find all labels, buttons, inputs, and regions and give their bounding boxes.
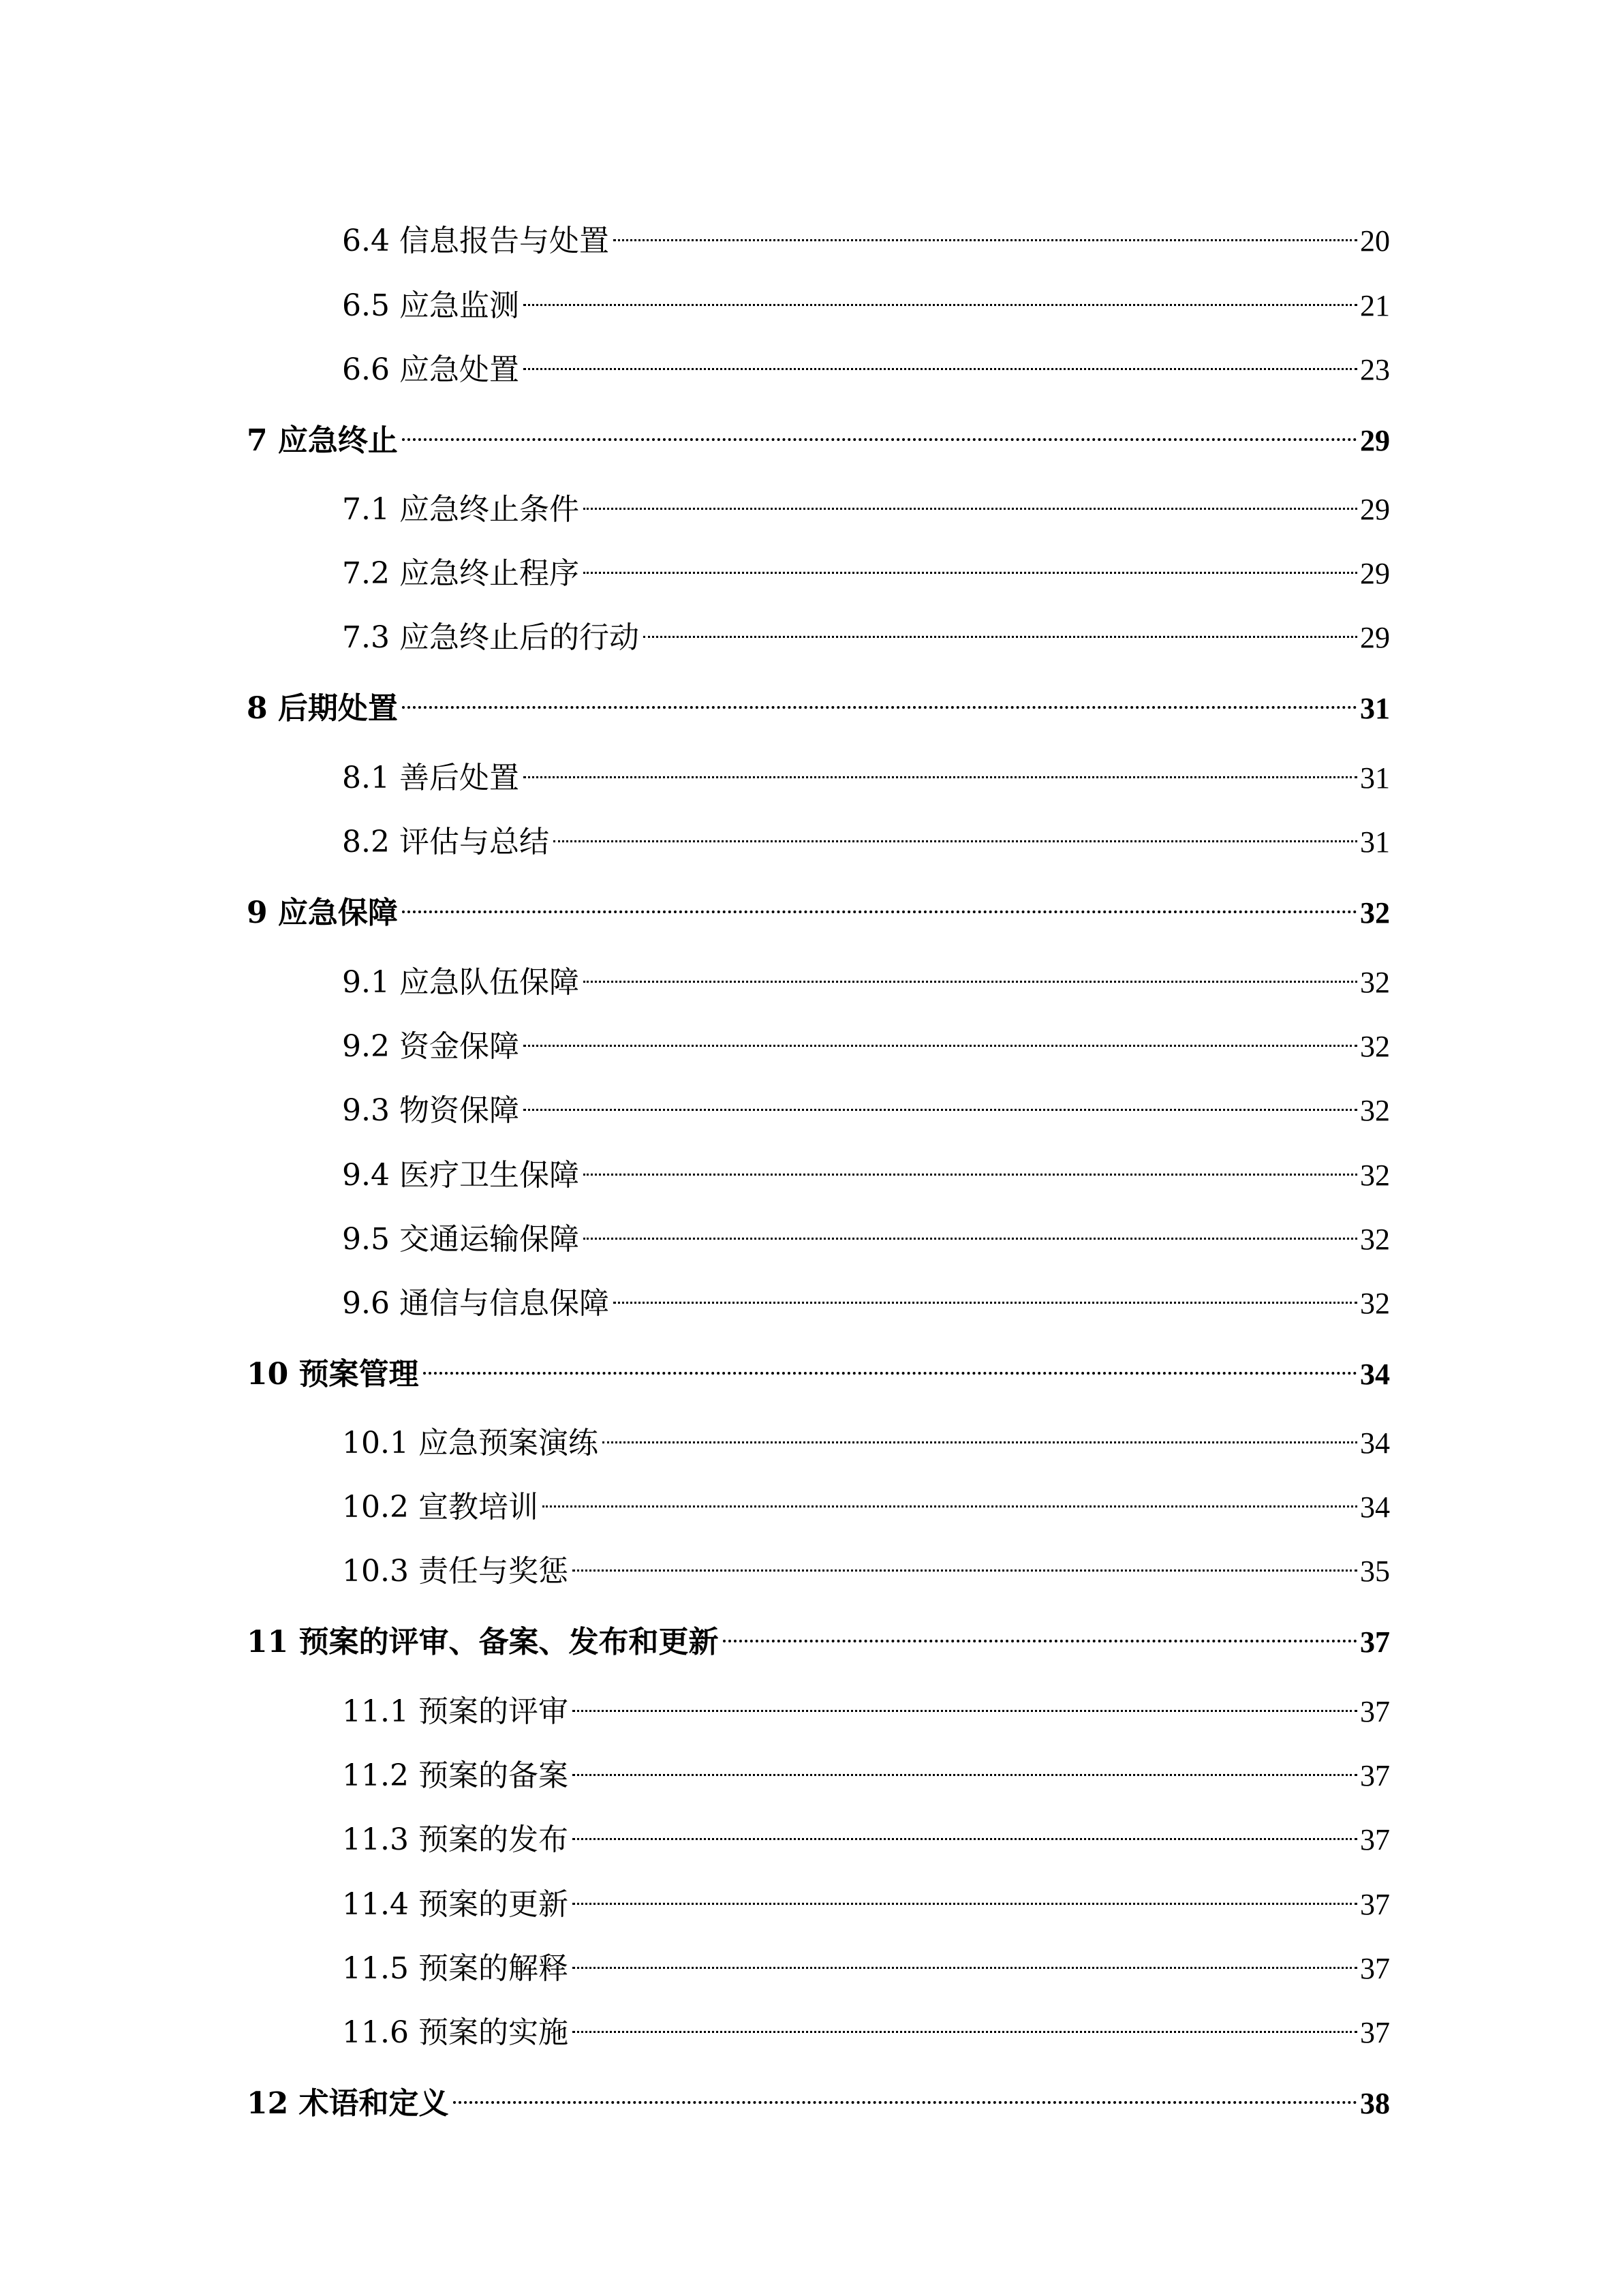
toc-entry-page: 32 bbox=[1360, 966, 1390, 999]
toc-entry-title: 9 应急保障 bbox=[247, 896, 398, 930]
toc-chapter-entry[interactable] bbox=[247, 2072, 1390, 2121]
toc-entry[interactable] bbox=[342, 1208, 1390, 1257]
toc-dot-leader bbox=[572, 1809, 1357, 1850]
toc-entry-page: 32 bbox=[1360, 896, 1390, 930]
toc-chapter-entry[interactable] bbox=[247, 677, 1390, 726]
toc-entry-title: 11 预案的评审、备案、发布和更新 bbox=[247, 1625, 719, 1659]
toc-dot-leader bbox=[523, 747, 1357, 788]
toc-entry-title: 12 术语和定义 bbox=[247, 2086, 449, 2121]
toc-entry-page: 34 bbox=[1360, 1358, 1390, 1391]
toc-entry-page: 29 bbox=[1360, 424, 1390, 457]
toc-dot-leader bbox=[402, 410, 1357, 450]
toc-dot-leader bbox=[583, 542, 1357, 583]
toc-entry-title: 7.3 应急终止后的行动 bbox=[342, 620, 639, 655]
toc-entry[interactable] bbox=[342, 1080, 1390, 1128]
toc-entry-page: 32 bbox=[1360, 1094, 1390, 1127]
toc-entry-title: 8 后期处置 bbox=[247, 691, 398, 726]
toc-entry-page: 34 bbox=[1360, 1426, 1390, 1460]
toc-dot-leader bbox=[583, 1208, 1357, 1249]
toc-dot-leader bbox=[523, 1015, 1357, 1056]
toc-entry-page: 37 bbox=[1360, 1695, 1390, 1728]
toc-dot-leader bbox=[542, 1476, 1357, 1517]
toc-dot-leader bbox=[572, 1681, 1357, 1721]
toc-dot-leader bbox=[583, 478, 1357, 519]
toc-entry[interactable] bbox=[342, 1938, 1390, 1986]
toc-entry[interactable] bbox=[342, 747, 1390, 795]
toc-entry-page: 29 bbox=[1360, 493, 1390, 526]
toc-entry[interactable] bbox=[342, 478, 1390, 527]
toc-dot-leader bbox=[583, 951, 1357, 992]
toc-entry-page: 38 bbox=[1360, 2087, 1390, 2120]
toc-entry[interactable] bbox=[342, 339, 1390, 387]
toc-entry-title: 10.1 应急预案演练 bbox=[342, 1426, 598, 1460]
toc-entry-page: 32 bbox=[1360, 1223, 1390, 1256]
toc-dot-leader bbox=[643, 607, 1357, 647]
toc-entry-page: 37 bbox=[1360, 2016, 1390, 2049]
toc-entry-page: 31 bbox=[1360, 761, 1390, 795]
toc-dot-leader bbox=[553, 811, 1357, 852]
toc-dot-leader bbox=[583, 1144, 1357, 1185]
toc-entry-page: 32 bbox=[1360, 1287, 1390, 1320]
toc-entry-title: 10.3 责任与奖惩 bbox=[342, 1554, 568, 1589]
toc-dot-leader bbox=[613, 1272, 1357, 1313]
toc-dot-leader bbox=[523, 339, 1357, 380]
toc-entry-title: 9.1 应急队伍保障 bbox=[342, 965, 579, 1000]
toc-entry[interactable] bbox=[342, 1873, 1390, 1922]
toc-chapter-entry[interactable] bbox=[247, 410, 1390, 458]
toc-entry[interactable] bbox=[342, 275, 1390, 323]
toc-chapter-entry[interactable] bbox=[247, 1611, 1390, 1659]
toc-entry-page: 31 bbox=[1360, 692, 1390, 725]
toc-entry-title: 8.2 评估与总结 bbox=[342, 825, 549, 859]
toc-entry[interactable] bbox=[342, 811, 1390, 859]
toc-entry-page: 29 bbox=[1360, 557, 1390, 590]
toc-entry-title: 9.2 资金保障 bbox=[342, 1029, 519, 1064]
toc-entry-page: 32 bbox=[1360, 1159, 1390, 1192]
toc-entry-page: 29 bbox=[1360, 621, 1390, 654]
toc-dot-leader bbox=[572, 2002, 1357, 2042]
toc-dot-leader bbox=[572, 1540, 1357, 1581]
toc-entry[interactable] bbox=[342, 1681, 1390, 1729]
toc-entry-page: 37 bbox=[1360, 1952, 1390, 1985]
toc-entry[interactable] bbox=[342, 1015, 1390, 1064]
toc-entry[interactable] bbox=[342, 2002, 1390, 2050]
toc-dot-leader bbox=[523, 275, 1357, 316]
toc-entry[interactable] bbox=[342, 210, 1390, 258]
toc-dot-leader bbox=[402, 677, 1357, 718]
toc-entry-title: 9.6 通信与信息保障 bbox=[342, 1286, 609, 1321]
toc-entry-title: 10 预案管理 bbox=[247, 1357, 419, 1392]
toc-dot-leader bbox=[572, 1745, 1357, 1786]
toc-entry[interactable] bbox=[342, 1745, 1390, 1793]
toc-dot-leader bbox=[723, 1611, 1357, 1652]
toc-entry[interactable] bbox=[342, 1412, 1390, 1460]
toc-entry-page: 23 bbox=[1360, 353, 1390, 386]
toc-entry-title: 11.4 预案的更新 bbox=[342, 1887, 568, 1922]
toc-entry[interactable] bbox=[342, 1540, 1390, 1589]
toc-entry-title: 7.1 应急终止条件 bbox=[342, 492, 579, 527]
toc-entry-page: 37 bbox=[1360, 1823, 1390, 1856]
toc-entry-page: 34 bbox=[1360, 1490, 1390, 1524]
toc-dot-leader bbox=[423, 1343, 1357, 1384]
toc-entry-title: 8.1 善后处置 bbox=[342, 761, 519, 795]
toc-entry[interactable] bbox=[342, 607, 1390, 655]
toc-dot-leader bbox=[572, 1873, 1357, 1914]
toc-entry-title: 9.3 物资保障 bbox=[342, 1093, 519, 1128]
toc-entry[interactable] bbox=[342, 1809, 1390, 1857]
toc-entry-page: 21 bbox=[1360, 289, 1390, 322]
toc-dot-leader bbox=[613, 210, 1357, 251]
toc-entry-title: 11.3 预案的发布 bbox=[342, 1822, 568, 1857]
toc-entry-page: 37 bbox=[1360, 1888, 1390, 1921]
toc-entry[interactable] bbox=[342, 1144, 1390, 1193]
toc-entry-title: 6.6 应急处置 bbox=[342, 352, 519, 387]
toc-entry-page: 37 bbox=[1360, 1759, 1390, 1792]
toc-chapter-entry[interactable] bbox=[247, 882, 1390, 930]
toc-entry-title: 9.5 交通运输保障 bbox=[342, 1222, 579, 1257]
toc-entry-title: 11.6 预案的实施 bbox=[342, 2015, 568, 2050]
toc-entry-page: 37 bbox=[1360, 1625, 1390, 1659]
toc-dot-leader bbox=[523, 1080, 1357, 1120]
toc-entry[interactable] bbox=[342, 1476, 1390, 1525]
toc-dot-leader bbox=[602, 1412, 1357, 1453]
toc-entry-title: 9.4 医疗卫生保障 bbox=[342, 1158, 579, 1193]
toc-entry-title: 11.5 预案的解释 bbox=[342, 1951, 568, 1986]
toc-entry[interactable] bbox=[342, 1272, 1390, 1321]
toc-entry-title: 11.2 预案的备案 bbox=[342, 1758, 568, 1793]
toc-entry-page: 35 bbox=[1360, 1555, 1390, 1588]
toc-entry-page: 32 bbox=[1360, 1030, 1390, 1063]
toc-entry-title: 10.2 宣教培训 bbox=[342, 1490, 538, 1525]
toc-dot-leader bbox=[572, 1938, 1357, 1978]
toc-entry[interactable] bbox=[342, 951, 1390, 1000]
toc-entry-title: 7.2 应急终止程序 bbox=[342, 556, 579, 591]
toc-entry-title: 7 应急终止 bbox=[247, 423, 398, 458]
toc-entry-page: 31 bbox=[1360, 825, 1390, 859]
toc-entry[interactable] bbox=[342, 542, 1390, 591]
toc-dot-leader bbox=[402, 882, 1357, 923]
toc-entry-title: 6.5 应急监测 bbox=[342, 288, 519, 323]
toc-chapter-entry[interactable] bbox=[247, 1343, 1390, 1392]
toc-entry-title: 6.4 信息报告与处置 bbox=[342, 224, 609, 258]
toc-entry-title: 11.1 预案的评审 bbox=[342, 1694, 568, 1729]
toc-dot-leader bbox=[453, 2072, 1357, 2113]
toc-entry-page: 20 bbox=[1360, 224, 1390, 258]
